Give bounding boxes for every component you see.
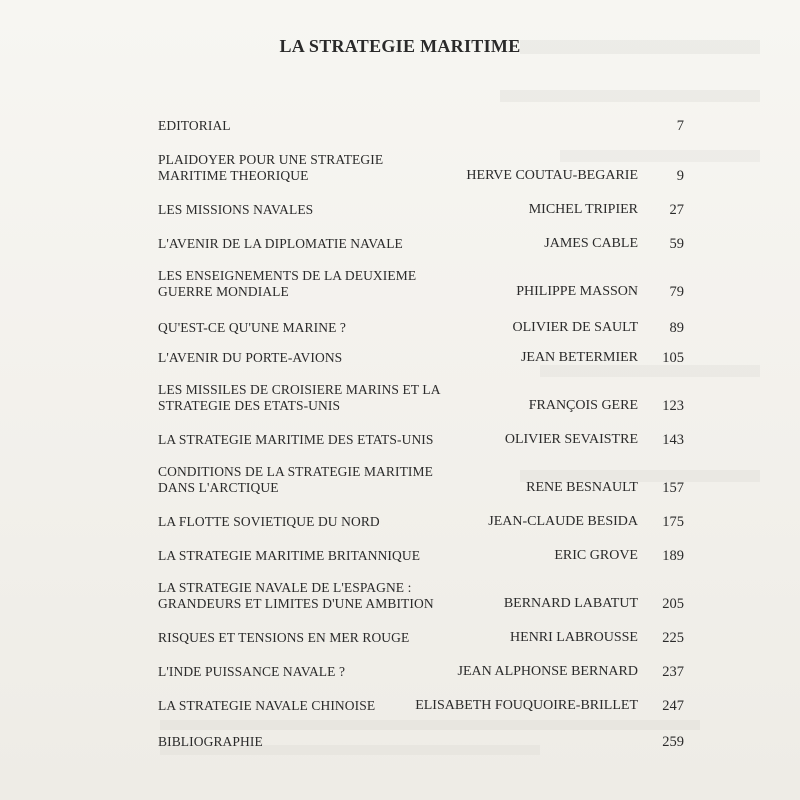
toc-entry-title [158, 734, 448, 750]
toc-entry-title [158, 320, 448, 336]
bleed-through-texture [540, 365, 760, 377]
toc-entry [158, 548, 684, 564]
toc-entry-title-line: QU'EST-CE QU'UNE MARINE ? [158, 320, 346, 335]
toc-entry-title-line: LA STRATEGIE MARITIME BRITANNIQUE [158, 548, 421, 563]
toc-entry-title-line: L'INDE PUISSANCE NAVALE ? [158, 664, 346, 679]
toc-entry-title-line: LA FLOTTE SOVIETIQUE DU NORD [158, 514, 380, 529]
toc-entry-title-line: GRANDEURS ET LIMITES D'UNE AMBITION [158, 596, 434, 611]
toc-entry-page-number: 7 [676, 118, 684, 134]
toc-entry-title-line: STRATEGIE DES ETATS-UNIS [158, 398, 341, 413]
toc-entry [158, 320, 684, 336]
toc-entry-title-line: LA STRATEGIE NAVALE DE L'ESPAGNE : [158, 580, 412, 595]
toc-entry-title [158, 630, 448, 646]
toc-entry-title [158, 118, 448, 134]
bleed-through-texture [500, 90, 760, 102]
toc-entry [158, 382, 684, 414]
toc-entry-title-line: LA STRATEGIE MARITIME DES ETATS-UNIS [158, 432, 434, 447]
toc-entry [158, 202, 684, 218]
toc-entry-author: RENE BESNAULT [526, 480, 638, 495]
toc-entry-title-line: L'AVENIR DU PORTE-AVIONS [158, 350, 343, 365]
toc-entry-title [158, 432, 448, 448]
toc-entry [158, 350, 684, 366]
toc-entry-page-number: 123 [662, 398, 684, 414]
toc-entry-author: OLIVIER DE SAULT [512, 320, 638, 335]
toc-entry-page-number: 27 [669, 202, 684, 218]
toc-entry-title [158, 152, 448, 184]
toc-entry-title [158, 698, 448, 714]
toc-entry-author: BERNARD LABATUT [503, 596, 638, 611]
toc-entry-page-number: 175 [662, 514, 684, 530]
toc-entry-page-number: 237 [662, 664, 684, 680]
toc-entry-title-line: GUERRE MONDIALE [158, 284, 289, 299]
toc-entry-page-number: 205 [662, 596, 684, 612]
toc-entry-author: HENRI LABROUSSE [510, 630, 638, 645]
toc-entry [158, 514, 684, 530]
toc-entry-title [158, 580, 448, 612]
toc-entry-page-number: 59 [669, 236, 684, 252]
toc-entry [158, 464, 684, 496]
toc-entry [158, 118, 684, 134]
toc-entry-title-line: CONDITIONS DE LA STRATEGIE MARITIME [158, 464, 433, 479]
toc-entry-page-number: 143 [662, 432, 684, 448]
toc-entry-author: ERIC GROVE [554, 548, 638, 563]
page-title: LA STRATEGIE MARITIME [279, 36, 521, 56]
toc-entry [158, 580, 684, 612]
toc-entry-title-line: PLAIDOYER POUR UNE STRATEGIE [158, 152, 384, 167]
toc-entry-author: JEAN-CLAUDE BESIDA [488, 514, 638, 529]
toc-entry-title-line: LA STRATEGIE NAVALE CHINOISE [158, 698, 376, 713]
toc-entry [158, 630, 684, 646]
toc-entry-title [158, 268, 448, 300]
toc-entry [158, 664, 684, 680]
toc-entry-page-number: 259 [662, 734, 684, 750]
toc-entry [158, 152, 684, 184]
toc-entry-page-number: 189 [662, 548, 684, 564]
toc-entry-page-number: 9 [676, 168, 684, 184]
toc-entry [158, 268, 684, 300]
toc-entry-page-number: 89 [669, 320, 684, 336]
toc-entry-page-number: 105 [662, 350, 684, 366]
toc-entry-author: ELISABETH FOUQUOIRE-BRILLET [415, 698, 638, 713]
toc-entry-title-line: LES MISSIONS NAVALES [158, 202, 314, 217]
toc-entry-title-line: LES MISSILES DE CROISIERE MARINS ET LA [158, 382, 441, 397]
toc-entry-title-line: L'AVENIR DE LA DIPLOMATIE NAVALE [158, 236, 403, 251]
toc-entry-page-number: 157 [662, 480, 684, 496]
toc-entry-title [158, 514, 448, 530]
bleed-through-texture [160, 720, 700, 730]
toc-entry-page-number: 247 [662, 698, 684, 714]
toc-entry-page-number: 225 [662, 630, 684, 646]
toc-entry-title [158, 202, 448, 218]
toc-entry-author: OLIVIER SEVAISTRE [504, 432, 638, 447]
toc-entry-page-number: 79 [669, 284, 684, 300]
toc-entry-title-line: MARITIME THEORIQUE [158, 168, 309, 183]
toc-entry-author: FRANÇOIS GERE [528, 398, 638, 413]
toc-entry-title [158, 548, 448, 564]
toc-entry-author: JAMES CABLE [544, 236, 638, 251]
toc-entry-title-line: LES ENSEIGNEMENTS DE LA DEUXIEME [158, 268, 417, 283]
toc-entry-author: JEAN BETERMIER [520, 350, 638, 365]
toc-entry-title [158, 350, 448, 366]
toc-entry [158, 236, 684, 252]
toc-entry-title-line: RISQUES ET TENSIONS EN MER ROUGE [158, 630, 410, 645]
toc-entry-author: MICHEL TRIPIER [528, 202, 638, 217]
toc-entry-author: HERVE COUTAU-BEGARIE [466, 168, 638, 183]
toc-entry [158, 698, 684, 714]
toc-entry-title [158, 464, 448, 496]
toc-entry-title-line: BIBLIOGRAPHIE [158, 734, 263, 749]
toc-entry-title-line: DANS L'ARCTIQUE [158, 480, 279, 495]
toc-entry [158, 734, 684, 750]
toc-entry-title [158, 382, 448, 414]
toc-entry-title-line: EDITORIAL [158, 118, 231, 133]
toc-entry-author: PHILIPPE MASSON [516, 284, 638, 299]
toc-entry [158, 432, 684, 448]
toc-entry-author: JEAN ALPHONSE BERNARD [457, 664, 638, 679]
toc-entry-title [158, 236, 448, 252]
toc-entry-title [158, 664, 448, 680]
